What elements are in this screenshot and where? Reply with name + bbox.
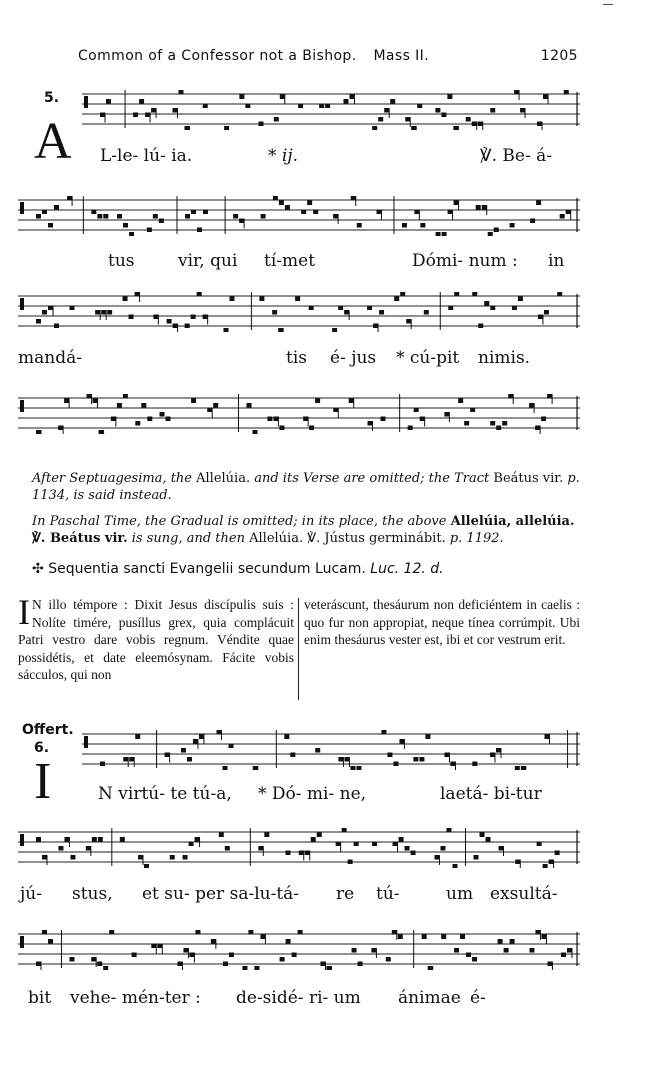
lyric-a1-1: L-le- lú- ia. bbox=[100, 146, 193, 166]
lyric-a1-2: * ij. bbox=[268, 146, 299, 166]
staff-alleluia-3 bbox=[18, 290, 580, 332]
lyric-o1-2: * Dó- mi- ne, bbox=[258, 784, 367, 804]
gospel-title: Sequentia sancti Evangelii secundum Lucam. bbox=[48, 561, 366, 577]
lyric-o3-5: é- bbox=[470, 988, 486, 1008]
staff-offertory-2 bbox=[18, 826, 580, 868]
lyric-o2-3: et su- per sa-lu-tá- bbox=[142, 884, 300, 904]
gospel-ref: Luc. 12. d. bbox=[370, 561, 444, 577]
staff-svg bbox=[18, 826, 580, 868]
gospel-dropcap: I bbox=[18, 592, 30, 632]
lyric-o2-4: re bbox=[336, 884, 355, 904]
rubric-1c: and its Verse are omitted; the Tract bbox=[254, 471, 490, 486]
lyric-a1-3: ℣. Be- á- bbox=[480, 146, 553, 166]
staff-svg bbox=[18, 928, 580, 970]
lyric-a3-1: mandá- bbox=[18, 348, 82, 368]
rubric-1b: Allelúia. bbox=[196, 471, 251, 486]
lyric-o3-4: ánimae bbox=[398, 988, 461, 1008]
corner-mark bbox=[603, 4, 613, 5]
rubric-septuagesima bbox=[32, 470, 580, 504]
lyric-a3-2: tis bbox=[286, 348, 307, 368]
staff-alleluia-4 bbox=[18, 392, 580, 434]
lyric-o2-6: um bbox=[446, 884, 474, 904]
rubric-paschal bbox=[32, 513, 580, 547]
lyric-o3-3: de-sidé- ri- um bbox=[236, 988, 361, 1008]
header-title: Common of a Confessor not a Bishop. bbox=[78, 48, 357, 64]
rubric-1e: p. 1134, is said instead. bbox=[32, 471, 580, 503]
lyric-o2-7: exsultá- bbox=[490, 884, 558, 904]
lyric-o1-3: laetá- bi-tur bbox=[440, 784, 542, 804]
lyric-a3-5: nimis. bbox=[478, 348, 531, 368]
rubric-2a: In Paschal Time, the Gradual is omitted; in its place, the above bbox=[32, 514, 447, 529]
staff-offertory-3 bbox=[18, 928, 580, 970]
lyric-a2-2: vir, qui bbox=[178, 251, 238, 271]
lyric-o2-5: tú- bbox=[376, 884, 400, 904]
lyric-a2-5: in bbox=[548, 251, 565, 271]
gospel-right-text: veteráscunt, thesáurum non deficiéntem in caelis : quo fur non appropiat, neque tínea corrúmpit. Ubi enim thesáurus vester est, ibi et cor vestrum erit. bbox=[304, 597, 580, 647]
rubric-2e: p. 1192. bbox=[449, 531, 504, 546]
alleluia-number: 5. bbox=[44, 90, 60, 106]
offertory-label: Offert. bbox=[22, 722, 74, 738]
lyric-a2-1: tus bbox=[108, 251, 135, 271]
header-mass: Mass II. bbox=[373, 48, 430, 64]
column-divider bbox=[298, 598, 299, 700]
lyric-o3-2: vehe- mén-ter : bbox=[70, 988, 201, 1008]
offertory-number: 6. bbox=[34, 740, 50, 756]
staff-svg bbox=[18, 194, 580, 236]
lyric-a2-3: tí-met bbox=[264, 251, 316, 271]
staff-alleluia-1 bbox=[82, 88, 580, 130]
lyric-o1-1: N virtú- te tú-a, bbox=[98, 784, 232, 804]
staff-svg bbox=[18, 290, 580, 332]
page-number: 1205 bbox=[540, 48, 578, 64]
rubric-2b: Allelúia, allelúia. ℣. Beátus vir. bbox=[32, 514, 575, 546]
rubric-2c: is sung, and then bbox=[131, 531, 245, 546]
staff-svg bbox=[82, 728, 580, 770]
offertory-initial: I bbox=[34, 753, 52, 810]
page-header bbox=[78, 48, 598, 64]
gospel-left-column bbox=[18, 592, 294, 684]
gospel-right-column bbox=[304, 596, 580, 649]
gospel-left-text: N illo témpore : Dixit Jesus discípulis suis : Nolíte timére, pusíllus grex, quia complácuit Patri vestro dare vobis regnum. Véndite quae possidétis, et date eleemósynam. Fácite vobis sácculos, qui non bbox=[18, 597, 294, 682]
staff-offertory-1 bbox=[82, 728, 580, 770]
lyric-a2-4: Dómi- num : bbox=[412, 251, 518, 271]
lyric-a3-3: é- jus bbox=[330, 348, 377, 368]
staff-svg bbox=[82, 88, 580, 130]
staff-svg bbox=[18, 392, 580, 434]
gospel-heading bbox=[32, 561, 444, 577]
lyric-a3-4: * cú-pit bbox=[396, 348, 460, 368]
rubric-1d: Beátus vir. bbox=[493, 471, 564, 486]
lyric-o2-2: stus, bbox=[72, 884, 113, 904]
lyric-o3-1: bit bbox=[28, 988, 52, 1008]
cross-icon: ✣ bbox=[32, 561, 44, 577]
staff-alleluia-2 bbox=[18, 194, 580, 236]
rubric-1a: After Septuagesima, the bbox=[32, 471, 192, 486]
rubric-2d: Allelúia. ℣. Jústus germinábit. bbox=[249, 531, 446, 546]
alleluia-initial: A bbox=[34, 113, 72, 170]
lyric-o2-1: jú- bbox=[20, 884, 42, 904]
